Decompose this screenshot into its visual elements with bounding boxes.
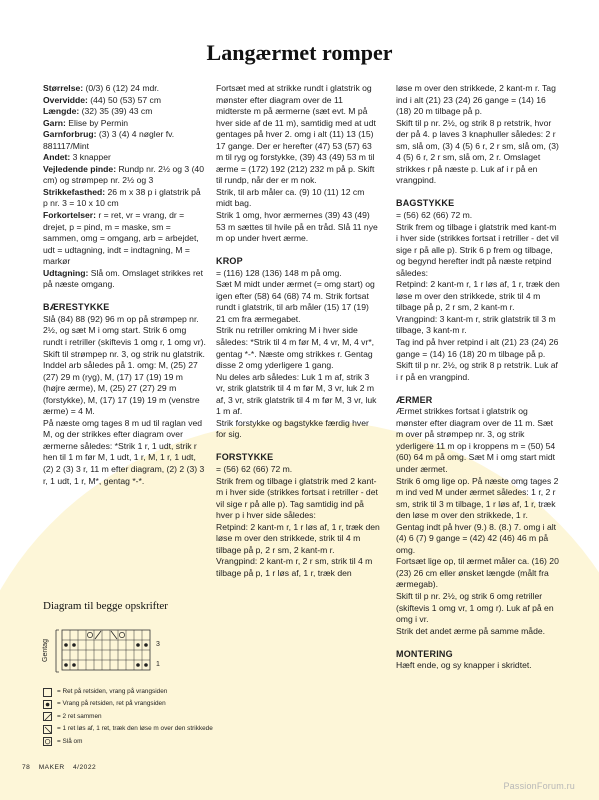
paragraph (396, 406, 560, 475)
legend-text: = 1 ret løs af, 1 ret, træk den løse m over den strikkede (57, 725, 213, 733)
yo-symbol-icon (43, 737, 52, 746)
paragraph (216, 464, 380, 476)
column-2 (216, 83, 380, 579)
paragraph (396, 279, 560, 314)
paragraph-text: = (56) 62 (66) 72 m. (216, 463, 293, 474)
paragraph-text: (3) 3 (4) 4 nøgler fv. 881117/Mint (43, 129, 175, 151)
column-1 (43, 83, 207, 487)
field-label: Garnforbrug: (43, 129, 97, 140)
paragraph-text: r = ret, vr = vrang, dr = drejet, p = pind, m = maske, sm = sammen, omg = omgang, arb = arbejdet, udt = udtagning, indt = indtagning, M = markør (43, 210, 199, 267)
paragraph-gap (216, 441, 380, 453)
chart-cells (62, 630, 150, 670)
paragraph-gap (43, 291, 207, 303)
paragraph (43, 314, 207, 349)
section-heading: KROP (216, 256, 243, 267)
paragraph-text: Strik 1 omg, hvor ærmernes (39) 43 (49) 53 m sættes til hvile på en tråd. Slå 11 nye m op under hvert ærme. (216, 210, 378, 244)
page-title: Langærmet romper (206, 40, 393, 65)
chart-grid (44, 628, 184, 674)
legend-text: = 2 ret sammen (57, 712, 102, 720)
page-number: 78 (22, 764, 31, 771)
paragraph (43, 187, 207, 210)
paragraph (216, 556, 380, 579)
blank-symbol-icon (43, 688, 52, 697)
paragraph (43, 164, 207, 187)
paragraph (43, 418, 207, 487)
paragraph-text: = (56) 62 (66) 72 m. (396, 209, 473, 220)
paragraph-text: løse m over den strikkede, 2 kant-m r. Tag ind i alt (21) 23 (24) 26 gange = (14) 16 (18) 20 m tilbage på p. (396, 83, 556, 117)
ssk-symbol (111, 631, 117, 639)
k2tog-symbol (95, 631, 101, 639)
paragraph (216, 372, 380, 418)
legend-text: = Ret på retsiden, vrang på vrangsiden (57, 688, 168, 695)
paragraph-gap (396, 637, 560, 649)
repeat-label: Gentag (42, 639, 49, 662)
paragraph-text: Strik det andet ærme på samme måde. (396, 625, 546, 636)
paragraph (396, 210, 560, 222)
paragraph-text: Strik 6 omg lige op. På næste omg tages 2 m ind ved M under ærmet således: 1 r, 2 r sm, strik til 3 m tilbage, 1 r løs af, 1 r, træk den løse m over den strikkede, 1 r. (396, 475, 559, 521)
paragraph-text: Rundp nr. 2½ og 3 (40 cm) og strømpep nr. 2½ og 3 (43, 163, 204, 186)
field-label: Andet: (43, 152, 71, 163)
watermark: PassionForum.ru (503, 781, 575, 791)
legend-item (43, 698, 213, 710)
legend-item (43, 723, 213, 735)
paragraph-text: Vrangpind: 2 kant-m r, 2 r sm, strik til 4 m tilbage på p, 1 r løs af, 1 r, træk den (216, 556, 373, 578)
field-label: Forkortelser: (43, 210, 97, 221)
paragraph (43, 118, 207, 130)
field-label: Længde: (43, 106, 80, 117)
section-heading: BAGSTYKKE (396, 198, 455, 209)
paragraph-text: Gentag indt på hver (9.) 8. (8.) 7. omg i alt (4) 6 (7) 9 gange = (42) 42 (46) 46 m på omg. (396, 521, 557, 555)
section-heading: MONTERING (396, 648, 453, 659)
k2tog-symbol-icon (43, 712, 52, 721)
paragraph (43, 83, 207, 95)
issue: 4/2022 (72, 764, 97, 771)
paragraph-text: Skift til p nr. 2½, og strik 8 p retstrik, hvor der på 4. p laves 3 knaphuller således: 2 r sm, slå om, (3) 4 (5) 6 r, 2 r sm, slå om, (3) 4 (5) 6 r, 2 r sm, slå om, 2 r. Omslaget strikkes r på næste p. Luk af i r på en vrangpind. (396, 117, 559, 186)
paragraph-text: 3 knapper (70, 152, 111, 163)
repeat-bracket (56, 630, 59, 672)
paragraph-text: (44) 50 (53) 57 cm (87, 94, 161, 105)
paragraph (216, 268, 380, 280)
paragraph-text: Strik, til arb måler ca. (9) 10 (11) 12 cm midt bag. (216, 186, 365, 209)
row-label: 1 (156, 661, 160, 668)
magazine-name: MAKER (38, 764, 65, 771)
paragraph (43, 152, 207, 164)
ssk-symbol-icon (43, 725, 52, 734)
paragraph-text: (32) 35 (39) 43 cm (79, 106, 153, 117)
yo-symbol (119, 632, 124, 637)
paragraph-text: Strik nu retriller omkring M i hver side således: *Strik til 4 m før M, 4 vr, M, 4 vr*, gentag *-*. Næste omg strikkes r. Gentag disse 2 omg yderligere 1 gang. (216, 325, 375, 371)
paragraph-gap (216, 245, 380, 257)
paragraph-text: På næste omg tages 8 m ud til raglan ved M, og der strikkes efter diagram over ærmerne således: *Strik 1 r, 1 udt, strik r hen til 1 m før M, 1 udt, 1 r, M, 1 r, 1 udt, (2) 2 (3) 3 r, 11 m efter diagram, (2) 2 (3) 3 r, 1 udt, 1 r, M*, gentag *-*. (43, 417, 205, 486)
paragraph (396, 222, 560, 280)
paragraph (43, 349, 207, 418)
paragraph-text: Strik frem og tilbage i glatstrik med 2 kant-m i hver side (strikkes fortsat i retriller - det vil sige r på alle p). Tag samtidig ind på hver p i hver side således: (216, 475, 378, 521)
paragraph (396, 591, 560, 626)
paragraph-text: Elise by Permin (65, 117, 129, 128)
paragraph-text: Fortsæt lige op, til ærmet måler ca. (16) 20 (23) 26 cm eller ønsket længde (målt fra ærmegab). (396, 556, 559, 590)
paragraph (396, 522, 560, 557)
paragraph (216, 210, 380, 245)
knitting-diagram (44, 628, 184, 674)
paragraph-text: Slå (84) 88 (92) 96 m op på strømpep nr. 2½, og sæt M i omg start. Strik 6 omg rundt i retriller (skiftevis 1 omg r, 1 omg vr). (43, 313, 206, 347)
field-label: Størrelse: (43, 83, 84, 93)
purl-dots (64, 643, 148, 667)
legend-text: = Vrang på retsiden, ret på vrangsiden (57, 700, 166, 708)
paragraph-text: Vrangpind: 3 kant-m r, strik glatstrik til 3 m tilbage, 3 kant-m r. (396, 313, 556, 336)
paragraph (43, 268, 207, 291)
paragraph-text: Strik forstykke og bagstykke færdig hver for sig. (216, 417, 369, 440)
paragraph-text: Tag ind på hver retpind i alt (21) 23 (24) 26 gange = (14) 16 (18) 20 m tilbage på p. (396, 336, 559, 359)
paragraph (396, 314, 560, 337)
legend-item (43, 711, 213, 723)
paragraph (396, 83, 560, 118)
field-label: Garn: (43, 117, 66, 128)
paragraph (396, 337, 560, 360)
yo-symbol (87, 632, 92, 637)
paragraph (216, 522, 380, 557)
paragraph (43, 95, 207, 107)
paragraph-text: Retpind: 2 kant-m r, 1 r løs af, 1 r, træk den løse m over den strikkede, strik til 4 m tilbage på p, 2 r sm, 2 kant-m r. (216, 521, 380, 555)
field-label: Udtagning: (43, 267, 89, 278)
paragraph-text: Strik frem og tilbage i glatstrik med kant-m i hver side (strikkes fortsat i retriller - det vil sige r på alle p). Strik 6 p frem og tilbage, og begynd herefter indt på næste retpind således: (396, 221, 559, 278)
paragraph (216, 325, 380, 371)
legend (43, 686, 213, 748)
paragraph-text: (0/3) 6 (12) 24 mdr. (83, 83, 160, 93)
paragraph-text: 26 m x 38 p i glatstrik på p nr. 3 = 10 x 10 cm (43, 186, 201, 209)
paragraph (216, 83, 380, 187)
dot-symbol-icon (43, 700, 52, 709)
paragraph-text: Slå om. Omslaget strikkes ret på næste omgang. (43, 267, 203, 290)
paragraph (216, 279, 380, 325)
paragraph (396, 626, 560, 638)
section-heading: BÆRESTYKKE (43, 302, 110, 313)
paragraph-gap (396, 383, 560, 395)
paragraph-text: Sæt M midt under ærmet (= omg start) og igen efter (58) 64 (68) 74 m. Strik fortsat rundt i glatstrik, til arb måler (15) 17 (19) 21 cm fra ærmegabet. (216, 279, 375, 324)
paragraph-text: Ærmet strikkes fortsat i glatstrik og mønster efter diagram over de 11 m. Sæt m over på strømpep nr. 3, og strik yderligere 11 m op i kroppens m = (50) 54 (60) 64 m på omg. Sæt M i omg start midt under ærmet. (396, 406, 556, 474)
column-3 (396, 83, 560, 672)
paragraph (396, 476, 560, 522)
paragraph-text: Fortsæt med at strikke rundt i glatstrik og mønster efter diagram over de 11 midterste m på ærmerne (sæt evt. M på hver side af de 11 m), samtidig med at udt gentages på hver 2. omg i alt (11) 13 (15) 17 gange. Der er herefter (47) 53 (57) 63 m til ryg og forstykke, (39) 43 (49) 53 m til ærme = (172) 192 (212) 232 m på p. Skift til rundp, når der er m nok. (216, 83, 376, 186)
paragraph (43, 129, 207, 152)
paragraph-text: Hæft ende, og sy knapper i skridtet. (396, 660, 532, 671)
paragraph-text: Skift til p nr. 2½, og strik 8 p retstrik. Luk af i r på en vrangpind. (396, 360, 558, 382)
paragraph-text: = (116) 128 (136) 148 m på omg. (216, 267, 342, 278)
section-heading: ÆRMER (396, 394, 433, 405)
field-label: Vejledende pinde: (43, 163, 117, 174)
legend-item (43, 736, 213, 748)
paragraph (216, 187, 380, 210)
paragraph-text: Nu deles arb således: Luk 1 m af, strik 3 vr, strik glatstrik til 4 m før M, 3 vr, luk 2 m af, 3 vr, strik glatstrik til 4 m før M, 3 vr, luk 1 m af. (216, 371, 377, 417)
paragraph (43, 106, 207, 118)
row-label: 3 (156, 641, 160, 648)
paragraph (396, 118, 560, 187)
legend-item (43, 686, 213, 698)
paragraph-gap (396, 187, 560, 199)
field-label: Overvidde: (43, 94, 88, 105)
legend-text: = Slå om (57, 737, 83, 745)
diagram-title: Diagram til begge opskrifter (43, 600, 168, 612)
paragraph (396, 556, 560, 591)
paragraph (43, 210, 207, 268)
paragraph-text: Skift til strømpep nr. 3, og strik nu glatstrik. Inddel arb således på 1. omg: M, (25) 27 (27) 29 m (ryg), M, (17) 17 (19) 19 m (højre ærme), M, (25) 27 (27) 29 m (forstykke), M, (17) 17 (19) 19 m (venstre ærme) = 4 M. (43, 348, 205, 417)
footer (22, 764, 102, 771)
paragraph-text: Skift til p nr. 2½, og strik 6 omg retriller (skiftevis 1 omg vr, 1 omg r). Luk af på en omg i vr. (396, 590, 554, 625)
paragraph (216, 476, 380, 522)
paragraph (396, 660, 560, 672)
paragraph-text: Retpind: 2 kant-m r, 1 r løs af, 1 r, træk den løse m over den strikkede, strik til 4 m tilbage på p, 2 r sm, 2 kant-m r. (396, 279, 560, 313)
paragraph (396, 360, 560, 383)
section-heading: FORSTYKKE (216, 452, 274, 463)
field-label: Strikkefasthed: (43, 186, 106, 197)
paragraph (216, 418, 380, 441)
